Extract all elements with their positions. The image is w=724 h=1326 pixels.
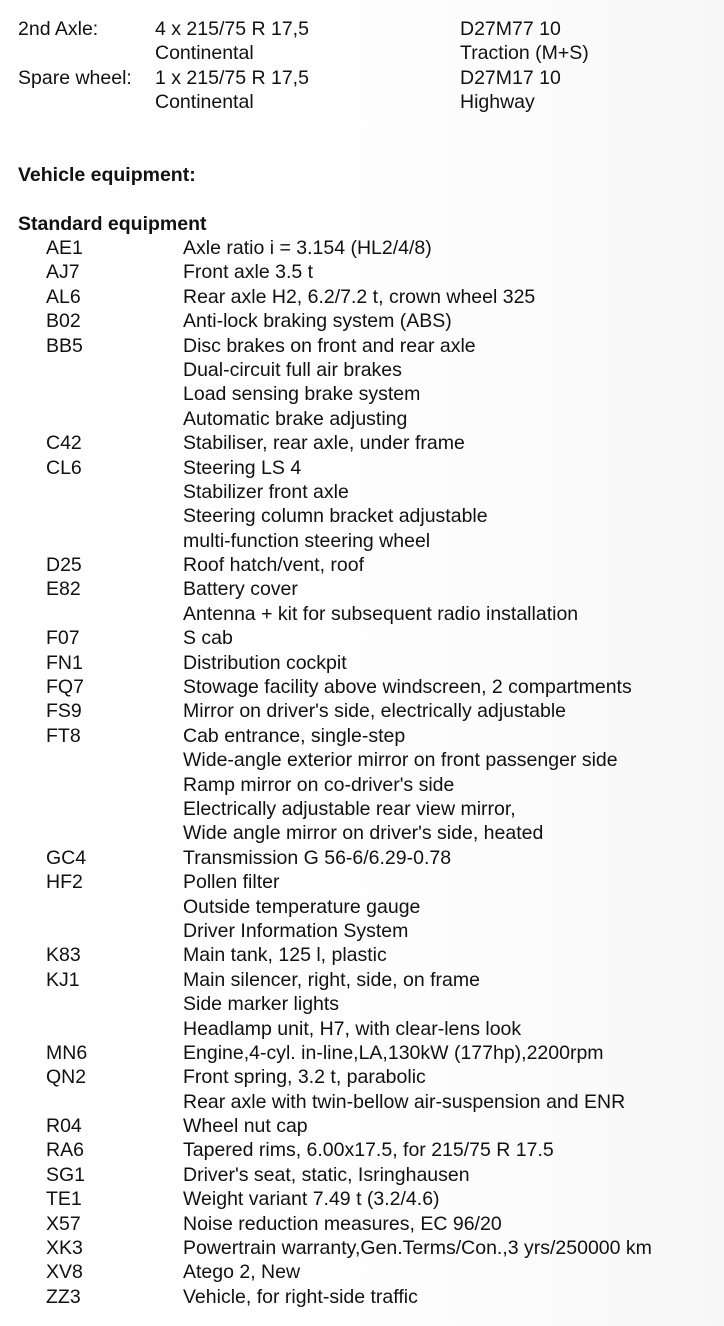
equipment-code: XV8: [46, 1261, 83, 1284]
equipment-row: [46, 675, 724, 699]
tyre-brand: Continental: [155, 42, 254, 65]
equipment-row: [46, 577, 724, 601]
tyre-code: D27M17 10: [460, 66, 561, 89]
tyre-type: Traction (M+S): [460, 42, 589, 65]
equipment-row: [46, 748, 724, 772]
equipment-description: Pollen filter: [183, 871, 280, 894]
tyre-code: D27M77 10: [460, 18, 561, 40]
equipment-description: Powertrain warranty,Gen.Terms/Con.,3 yrs/250000 km: [183, 1237, 652, 1260]
tyre-label: Spare wheel:: [18, 66, 132, 89]
equipment-description: Electrically adjustable rear view mirror,: [183, 797, 516, 820]
equipment-description: Headlamp unit, H7, with clear-lens look: [183, 1017, 522, 1040]
equipment-row: [46, 431, 724, 455]
equipment-description: Rear axle H2, 6.2/7.2 t, crown wheel 325: [183, 285, 536, 308]
equipment-row: [46, 260, 724, 284]
equipment-description: Wheel nut cap: [183, 1115, 308, 1138]
equipment-row: [46, 919, 724, 943]
equipment-description: Driver's seat, static, Isringhausen: [183, 1163, 470, 1186]
equipment-row: [46, 504, 724, 528]
equipment-code: QN2: [46, 1066, 87, 1089]
equipment-description: Antenna + kit for subsequent radio installation: [183, 602, 579, 625]
equipment-row: [46, 1236, 724, 1260]
equipment-description: Distribution cockpit: [183, 651, 347, 674]
equipment-description: multi-function steering wheel: [183, 529, 431, 552]
equipment-description: Dual-circuit full air brakes: [183, 358, 402, 381]
tyre-size: 1 x 215/75 R 17,5: [155, 66, 309, 89]
equipment-row: [46, 1138, 724, 1162]
tyre-code-type: [460, 17, 589, 66]
equipment-description: Automatic brake adjusting: [183, 407, 408, 430]
equipment-code: E82: [46, 578, 81, 601]
tyre-type: Highway: [460, 91, 535, 114]
equipment-code: MN6: [46, 1041, 88, 1064]
equipment-code: X57: [46, 1212, 81, 1235]
tyre-size: 4 x 215/75 R 17,5: [155, 18, 309, 40]
equipment-description: Steering LS 4: [183, 456, 302, 479]
equipment-description: S cab: [183, 627, 233, 650]
equipment-code: BB5: [46, 334, 83, 357]
equipment-description: Noise reduction measures, EC 96/20: [183, 1212, 502, 1235]
equipment-row: [46, 553, 724, 577]
equipment-description: Cab entrance, single-step: [183, 724, 406, 747]
equipment-description: Ramp mirror on co-driver's side: [183, 773, 455, 796]
equipment-description: Steering column bracket adjustable: [183, 505, 488, 528]
equipment-description: Axle ratio i = 3.154 (HL2/4/8): [183, 237, 432, 259]
equipment-description: Main silencer, right, side, on frame: [183, 968, 480, 991]
equipment-code: GC4: [46, 846, 87, 869]
equipment-row: [46, 1017, 724, 1041]
equipment-row: [46, 1114, 724, 1138]
equipment-row: [46, 626, 724, 650]
equipment-description: Front axle 3.5 t: [183, 261, 314, 284]
standard-equipment-heading: Standard equipment: [18, 213, 207, 235]
equipment-row: [46, 992, 724, 1016]
equipment-code: XK3: [46, 1237, 83, 1260]
equipment-description: Stabilizer front axle: [183, 480, 349, 503]
tyre-label: 2nd Axle:: [18, 18, 99, 40]
equipment-description: Roof hatch/vent, roof: [183, 554, 365, 577]
equipment-row: [46, 870, 724, 894]
equipment-row: [46, 821, 724, 845]
equipment-row: [46, 797, 724, 821]
equipment-description: Mirror on driver's side, electrically adjustable: [183, 700, 567, 723]
equipment-code: K83: [46, 944, 81, 967]
equipment-description: Stowage facility above windscreen, 2 compartments: [183, 676, 632, 699]
equipment-code: HF2: [46, 871, 83, 894]
equipment-row: [46, 358, 724, 382]
equipment-row: [46, 529, 724, 553]
equipment-description: Main tank, 125 l, plastic: [183, 944, 387, 967]
equipment-code: SG1: [46, 1163, 86, 1186]
equipment-row: [46, 895, 724, 919]
equipment-description: Weight variant 7.49 t (3.2/4.6): [183, 1188, 440, 1211]
equipment-row: [46, 456, 724, 480]
equipment-row: [46, 699, 724, 723]
equipment-description: Tapered rims, 6.00x17.5, for 215/75 R 17.5: [183, 1139, 554, 1162]
equipment-description: Transmission G 56-6/6.29-0.78: [183, 846, 452, 869]
equipment-code: RA6: [46, 1139, 84, 1162]
equipment-row: [46, 1187, 724, 1211]
equipment-row: [46, 773, 724, 797]
tyre-brand: Continental: [155, 91, 254, 114]
equipment-row: [46, 943, 724, 967]
equipment-row: [46, 309, 724, 333]
equipment-description: Anti-lock braking system (ABS): [183, 310, 452, 333]
equipment-code: TE1: [46, 1188, 82, 1211]
equipment-row: [46, 407, 724, 431]
equipment-row: [46, 1260, 724, 1284]
tyre-size-brand: [155, 17, 309, 66]
vehicle-equipment-heading: Vehicle equipment:: [18, 164, 196, 186]
equipment-description: Wide-angle exterior mirror on front passenger side: [183, 749, 618, 772]
equipment-row: [46, 236, 724, 260]
equipment-description: Vehicle, for right-side traffic: [183, 1285, 418, 1308]
equipment-description: Wide angle mirror on driver's side, heated: [183, 822, 544, 845]
equipment-description: Atego 2, New: [183, 1261, 301, 1284]
equipment-code: R04: [46, 1115, 82, 1138]
tyre-code-type: [460, 66, 561, 115]
equipment-code: FQ7: [46, 676, 84, 699]
equipment-row: [46, 1285, 724, 1309]
equipment-code: KJ1: [46, 968, 80, 991]
equipment-row: [46, 480, 724, 504]
equipment-code: FT8: [46, 724, 81, 747]
equipment-row: [46, 382, 724, 406]
equipment-code: AE1: [46, 237, 83, 259]
equipment-row: [46, 724, 724, 748]
equipment-code: AJ7: [46, 261, 80, 284]
tyre-size-brand: [155, 66, 309, 115]
equipment-code: FN1: [46, 651, 83, 674]
equipment-row: [46, 1090, 724, 1114]
equipment-code: D25: [46, 554, 82, 577]
equipment-row: [46, 334, 724, 358]
equipment-description: Outside temperature gauge: [183, 895, 421, 918]
equipment-row: [46, 285, 724, 309]
equipment-description: Driver Information System: [183, 919, 409, 942]
equipment-row: [46, 1212, 724, 1236]
equipment-code: AL6: [46, 285, 81, 308]
equipment-description: Disc brakes on front and rear axle: [183, 334, 476, 357]
equipment-row: [46, 968, 724, 992]
equipment-description: Engine,4-cyl. in-line,LA,130kW (177hp),2200rpm: [183, 1041, 604, 1064]
equipment-description: Stabiliser, rear axle, under frame: [183, 432, 465, 455]
equipment-row: [46, 651, 724, 675]
equipment-row: [46, 846, 724, 870]
equipment-description: Battery cover: [183, 578, 298, 601]
equipment-code: CL6: [46, 456, 82, 479]
equipment-code: F07: [46, 627, 80, 650]
equipment-row: [46, 602, 724, 626]
equipment-description: Rear axle with twin-bellow air-suspension and ENR: [183, 1090, 626, 1113]
equipment-description: Load sensing brake system: [183, 383, 421, 406]
equipment-description: Side marker lights: [183, 993, 340, 1016]
equipment-code: ZZ3: [46, 1285, 81, 1308]
equipment-row: [46, 1163, 724, 1187]
equipment-description: Front spring, 3.2 t, parabolic: [183, 1066, 426, 1089]
equipment-code: C42: [46, 432, 82, 455]
equipment-row: [46, 1065, 724, 1089]
equipment-row: [46, 1041, 724, 1065]
equipment-code: B02: [46, 310, 81, 333]
equipment-code: FS9: [46, 700, 82, 723]
standard-equipment-list: [46, 236, 724, 1309]
